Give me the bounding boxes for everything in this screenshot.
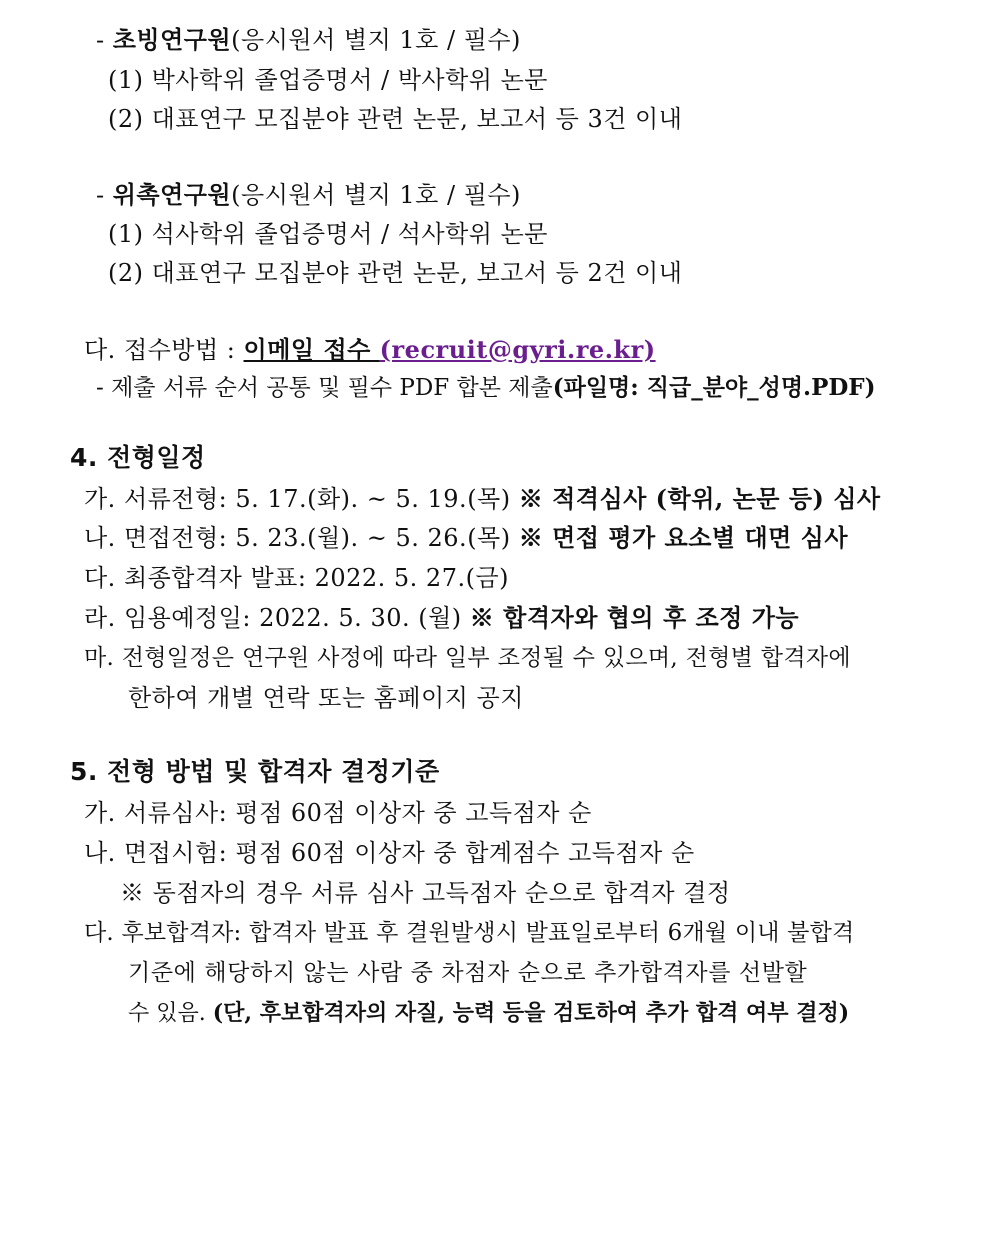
doc-b-title: 위촉연구원 bbox=[112, 180, 232, 209]
dash: - bbox=[96, 26, 113, 54]
receipt-sub-line bbox=[96, 372, 876, 404]
schedule-item-text: 가. 서류전형: 5. 17.(화). ~ 5. 19.(목) bbox=[84, 485, 519, 513]
schedule-item-note: ※ 합격자와 협의 후 조정 가능 bbox=[469, 603, 800, 632]
schedule-item-4 bbox=[84, 602, 799, 634]
doc-a-title: 초빙연구원 bbox=[112, 25, 232, 54]
schedule-item-3 bbox=[84, 562, 509, 594]
criteria-line-4: 다. 후보합격자: 합격자 발표 후 결원발생시 발표일로부터 6개월 이내 불합격 bbox=[84, 920, 855, 946]
schedule-item-text: 나. 면접전형: 5. 23.(월). ~ 5. 26.(목) bbox=[84, 524, 519, 552]
schedule-item-text: 다. 최종합격자 발표: 2022. 5. 27.(금) bbox=[84, 564, 510, 592]
doc-b-note: (응시원서 별지 1호 / 필수) bbox=[231, 181, 521, 209]
schedule-item-1 bbox=[84, 483, 881, 515]
receipt-sub-bold: (파일명: 직급_분야_성명.PDF) bbox=[552, 374, 876, 401]
schedule-item-5 bbox=[84, 642, 851, 674]
schedule-item-text: 라. 임용예정일: 2022. 5. 30. (월) bbox=[84, 604, 470, 632]
schedule-item-2 bbox=[84, 522, 848, 554]
doc-a-title-line bbox=[96, 24, 521, 56]
schedule-item-text: 마. 전형일정은 연구원 사정에 따라 일부 조정될 수 있으며, 전형별 합격자에 bbox=[84, 645, 851, 671]
schedule-continuation: 한하여 개별 연락 또는 홈페이지 공지 bbox=[128, 684, 524, 712]
schedule-heading: 4. 전형일정 bbox=[70, 443, 206, 472]
doc-a-item-2: (2) 대표연구 모집분야 관련 논문, 보고서 등 3건 이내 bbox=[108, 105, 683, 133]
receipt-label: 다. 접수방법 : bbox=[84, 336, 244, 364]
dash: - bbox=[96, 181, 113, 209]
schedule-item-note: ※ 적격심사 (학위, 논문 등) 심사 bbox=[518, 484, 881, 513]
receipt-sub-text: - 제출 서류 순서 공통 및 필수 PDF 합본 제출 bbox=[96, 375, 553, 401]
receipt-method: 이메일 접수 bbox=[243, 335, 380, 364]
criteria-line-6-text: 수 있음. bbox=[128, 1001, 213, 1026]
doc-a-note: (응시원서 별지 1호 / 필수) bbox=[231, 26, 521, 54]
schedule-item-note: ※ 면접 평가 요소별 대면 심사 bbox=[518, 523, 849, 552]
criteria-heading: 5. 전형 방법 및 합격자 결정기준 bbox=[70, 757, 440, 786]
criteria-line-1: 가. 서류심사: 평점 60점 이상자 중 고득점자 순 bbox=[84, 799, 592, 827]
doc-b-item-1: (1) 석사학위 졸업증명서 / 석사학위 논문 bbox=[108, 220, 548, 248]
criteria-line-6-bold: (단, 후보합격자의 자질, 능력 등을 검토하여 추가 합격 여부 결정) bbox=[212, 1000, 850, 1026]
doc-b-item-2: (2) 대표연구 모집분야 관련 논문, 보고서 등 2건 이내 bbox=[108, 259, 683, 287]
criteria-line-5: 기준에 해당하지 않는 사람 중 차점자 순으로 추가합격자를 선발할 bbox=[128, 960, 808, 986]
doc-b-title-line bbox=[96, 179, 521, 211]
doc-a-item-1: (1) 박사학위 졸업증명서 / 박사학위 논문 bbox=[108, 66, 548, 94]
criteria-note: ※ 동점자의 경우 서류 심사 고득점자 순으로 합격자 결정 bbox=[120, 879, 731, 907]
receipt-line bbox=[84, 334, 656, 366]
criteria-line-2: 나. 면접시험: 평점 60점 이상자 중 합계점수 고득점자 순 bbox=[84, 839, 695, 867]
email-link[interactable]: (recruit@gyri.re.kr) bbox=[379, 335, 656, 364]
criteria-line-6 bbox=[128, 997, 849, 1030]
